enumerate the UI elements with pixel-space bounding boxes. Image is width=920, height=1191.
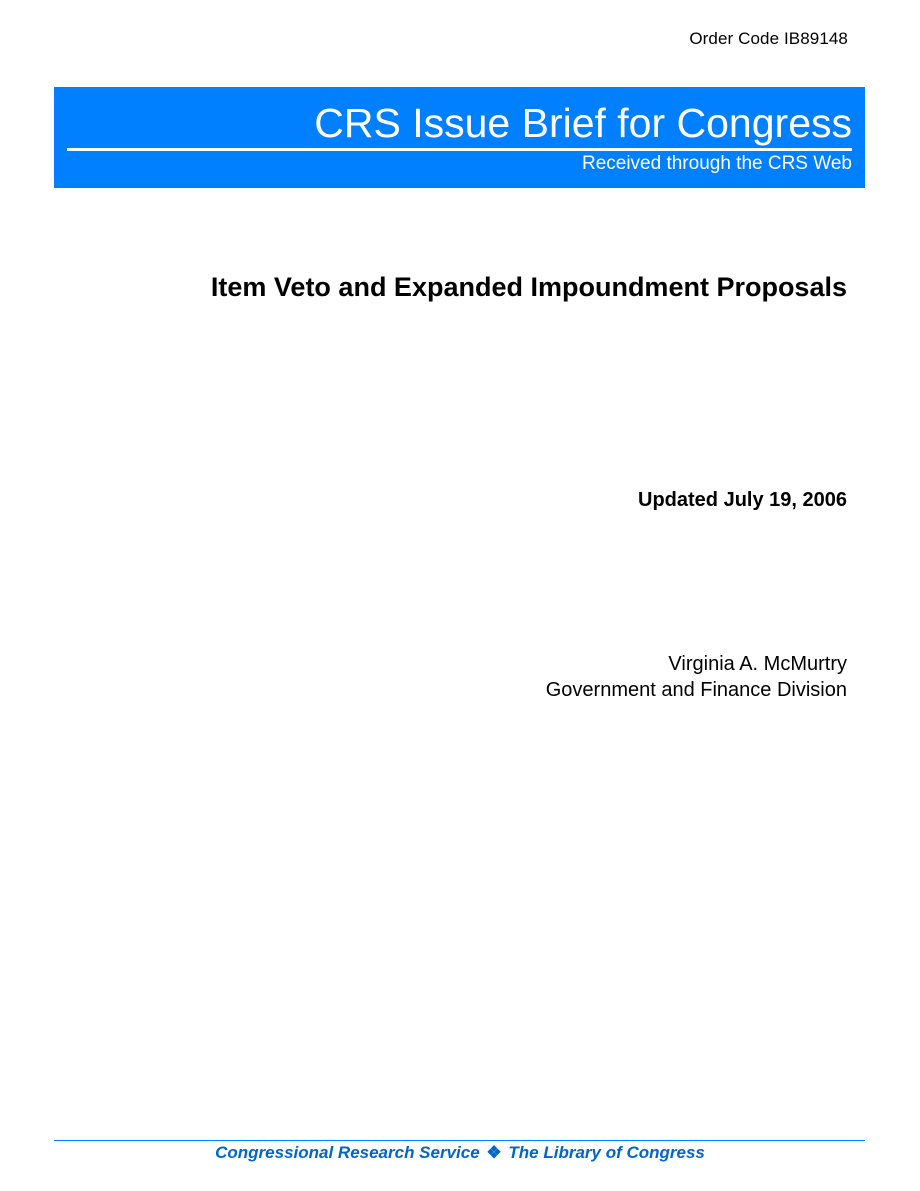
footer-separator-icon: ❖ [486, 1143, 502, 1162]
footer [0, 1143, 920, 1163]
author-division: Government and Finance Division [545, 679, 847, 701]
banner-title: CRS Issue Brief for Congress [314, 100, 852, 146]
crs-banner [54, 87, 865, 188]
footer-crs: Congressional Research Service [215, 1143, 480, 1162]
footer-divider [54, 1140, 865, 1141]
banner-subtitle: Received through the CRS Web [581, 153, 852, 174]
document-title: Item Veto and Expanded Impoundment Proposals [210, 272, 847, 302]
order-code: Order Code IB89148 [689, 29, 848, 48]
author-name: Virginia A. McMurtry [668, 653, 847, 675]
footer-loc: The Library of Congress [508, 1143, 705, 1162]
author-block [546, 651, 847, 703]
updated-date: Updated July 19, 2006 [638, 489, 847, 511]
banner-divider [67, 148, 852, 151]
